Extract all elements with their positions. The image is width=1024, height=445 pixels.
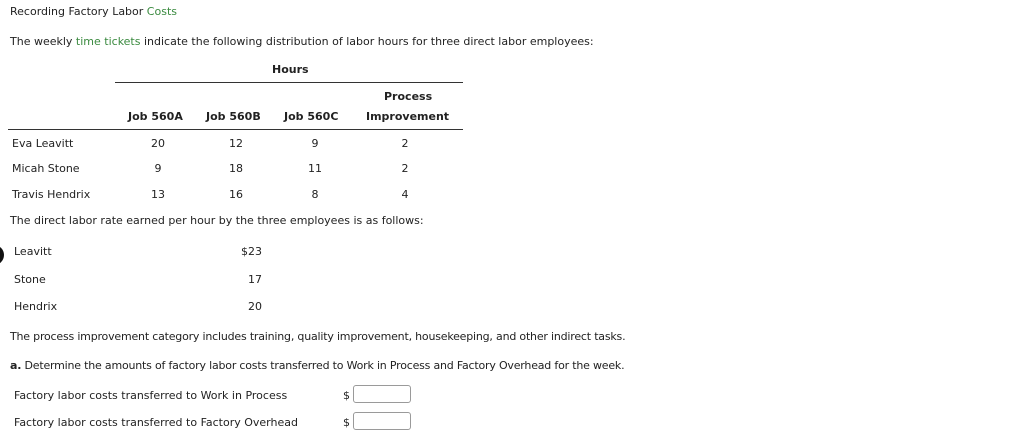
intro-suffix: indicate the following distribution of labor hours for three direct labor employees: — [140, 35, 594, 48]
cell-travis-560a: 13 — [151, 188, 165, 201]
process-note-text: The process improvement category includes training, quality improvement, housekeeping, and other indirect tasks. — [10, 330, 626, 343]
factory-overhead-input[interactable] — [353, 412, 411, 430]
rate-value-hendrix: 20 — [248, 300, 262, 313]
intro-prefix: The weekly — [10, 35, 76, 48]
question-text: Determine the amounts of factory labor costs transferred to Work in Process and Factory Overhead for the week. — [21, 359, 625, 372]
cell-eva-560a: 20 — [151, 137, 165, 150]
rate-intro-text: The direct labor rate earned per hour by the three employees is as follows: — [10, 214, 424, 227]
cell-micah-560b: 18 — [229, 162, 243, 175]
question-a — [10, 359, 624, 372]
hours-header-rule — [115, 82, 463, 83]
cell-micah-560a: 9 — [154, 162, 162, 175]
rate-value-stone: 17 — [248, 273, 262, 286]
question-letter: a. — [10, 359, 22, 372]
answer-label-overhead: Factory labor costs transferred to Factory Overhead — [14, 416, 298, 429]
hours-group-header: Hours — [272, 63, 309, 76]
rate-name-hendrix: Hendrix — [14, 300, 58, 313]
cell-eva-process: 2 — [401, 137, 409, 150]
work-in-process-input[interactable] — [353, 385, 411, 403]
row-name-eva-leavitt: Eva Leavitt — [12, 137, 74, 150]
cell-travis-process: 4 — [401, 188, 409, 201]
col-header-job-560c: Job 560C — [284, 110, 339, 123]
cell-micah-process: 2 — [401, 162, 409, 175]
left-edge-marker — [0, 245, 4, 265]
row-name-travis-hendrix: Travis Hendrix — [12, 188, 91, 201]
cell-travis-560c: 8 — [311, 188, 319, 201]
answer-label-wip: Factory labor costs transferred to Work in Process — [14, 389, 288, 402]
rate-value-leavitt: $23 — [241, 245, 262, 258]
currency-sign-overhead: $ — [343, 416, 350, 429]
cell-travis-560b: 16 — [229, 188, 243, 201]
cell-micah-560c: 11 — [308, 162, 322, 175]
page-title — [10, 5, 177, 18]
cell-eva-560b: 12 — [229, 137, 243, 150]
cell-eva-560c: 9 — [311, 137, 319, 150]
process-header-line1: Process — [384, 90, 433, 103]
col-header-job-560a: Job 560A — [128, 110, 183, 123]
process-header-line2: Improvement — [366, 110, 450, 123]
page-title-prefix: Recording Factory Labor — [10, 5, 144, 18]
intro-text — [10, 35, 594, 48]
rate-name-leavitt: Leavitt — [14, 245, 52, 258]
page-title-link[interactable]: Costs — [146, 5, 177, 18]
column-header-rule — [8, 129, 463, 130]
col-header-job-560b: Job 560B — [206, 110, 261, 123]
time-tickets-link[interactable]: time tickets — [75, 35, 141, 48]
row-name-micah-stone: Micah Stone — [12, 162, 80, 175]
currency-sign-wip: $ — [343, 389, 350, 402]
rate-name-stone: Stone — [14, 273, 46, 286]
